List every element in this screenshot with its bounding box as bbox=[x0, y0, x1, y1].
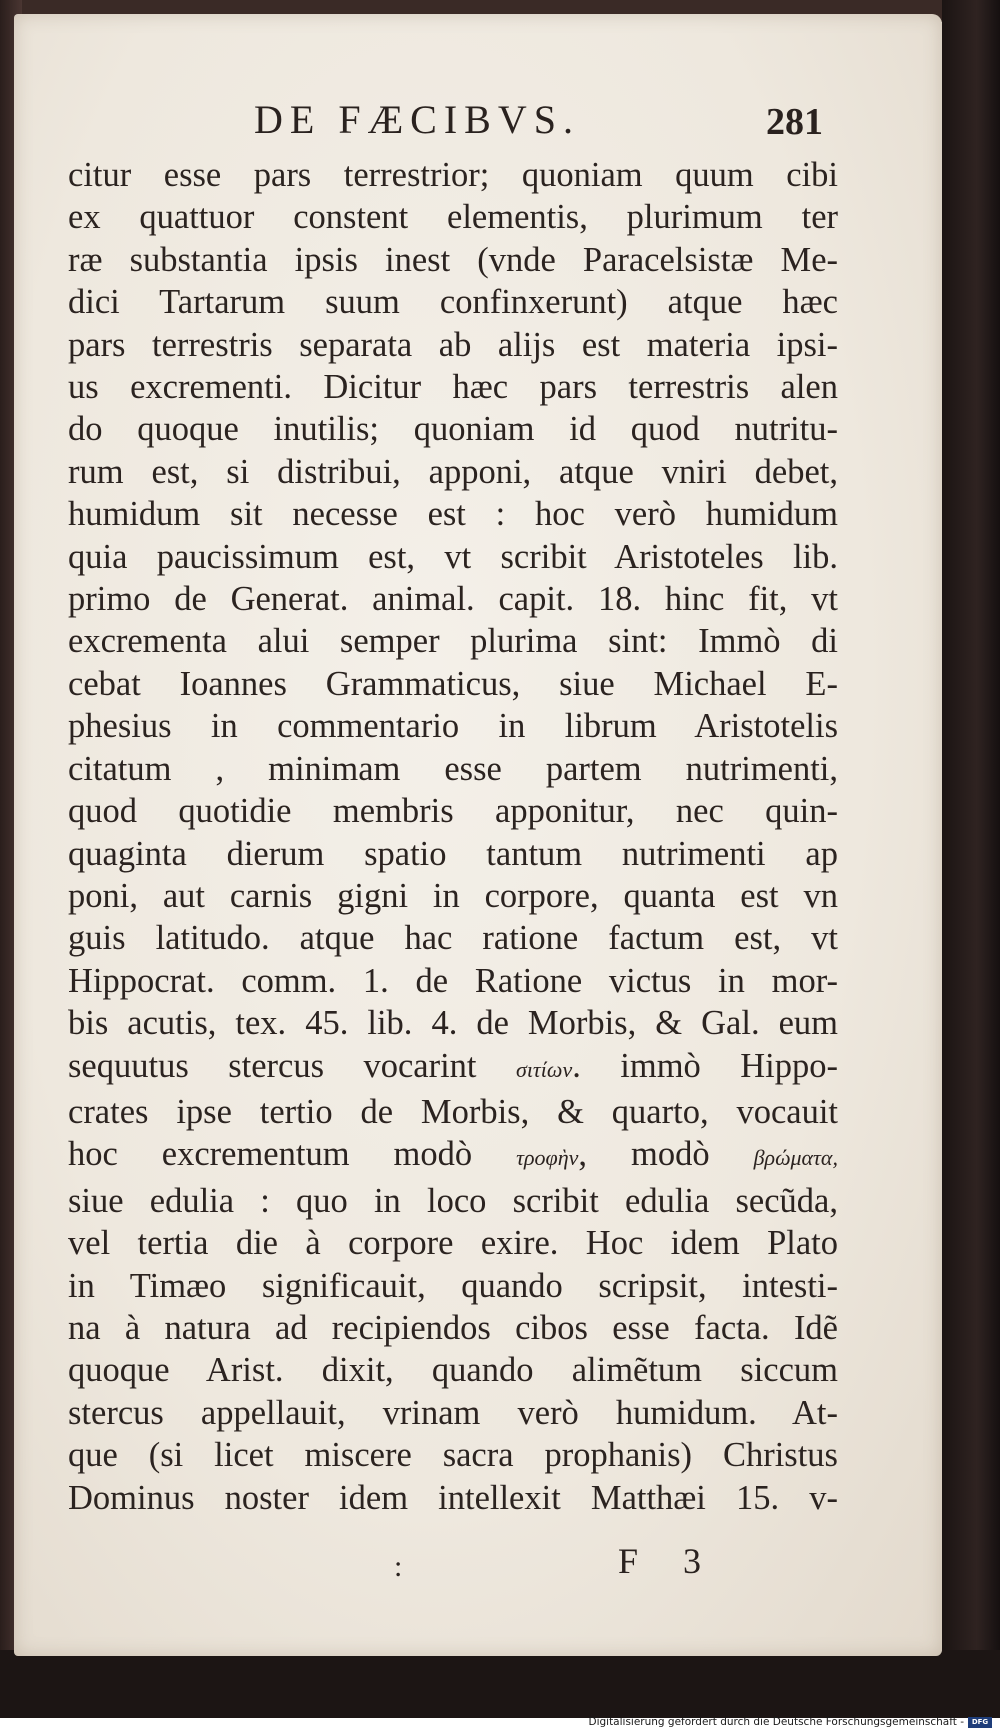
text-line: dici Tartarum suum confinxerunt) atque hæc bbox=[68, 283, 838, 322]
text-segment: hoc excrementum modò bbox=[68, 1135, 517, 1174]
text-line: citatum , minimam esse partem nutrimenti, bbox=[68, 749, 838, 788]
scan-edge-bottom bbox=[0, 1650, 1000, 1718]
text-line-with-greek bbox=[68, 1045, 838, 1091]
text-line: excrementa alui semper plurima sint: Immò di bbox=[68, 622, 838, 661]
body-text bbox=[68, 154, 838, 1519]
page-number: 281 bbox=[766, 101, 823, 143]
text-segment: sequutus stercus vocarint bbox=[68, 1046, 516, 1085]
book-page bbox=[14, 14, 942, 1656]
greek-word: βρώματα, bbox=[753, 1145, 838, 1171]
text-line: guis latitudo. atque hac ratione factum est, vt bbox=[68, 919, 838, 958]
text-line: quoque Arist. dixit, quando alimẽtum siccum bbox=[68, 1351, 838, 1390]
text-line: Hippocrat. comm. 1. de Ratione victus in mor- bbox=[68, 961, 838, 1000]
digitization-credit: Digitalisierung gefördert durch die Deutsche Forschungsgemeinschaft - bbox=[588, 1716, 964, 1728]
text-line: us excrementi. Dicitur hæc pars terrestris alen bbox=[68, 368, 838, 407]
text-line: bis acutis, tex. 45. lib. 4. de Morbis, & Gal. eum bbox=[68, 1004, 838, 1043]
text-line: poni, aut carnis gigni in corpore, quanta est vn bbox=[68, 876, 838, 915]
text-line: pars terrestris separata ab alijs est materia ipsi- bbox=[68, 325, 838, 364]
text-line: ex quattuor constent elementis, plurimum ter bbox=[68, 198, 838, 237]
text-line: cebat Ioannes Grammaticus, siue Michael E- bbox=[68, 664, 838, 703]
running-head: DE FÆCIBVS. bbox=[254, 97, 580, 142]
text-line: na à natura ad recipiendos cibos esse facta. Idẽ bbox=[68, 1308, 838, 1347]
text-segment: , modò bbox=[578, 1135, 754, 1174]
text-segment: . immò Hippo- bbox=[572, 1046, 839, 1085]
text-line: crates ipse tertio de Morbis, & quarto, vocauit bbox=[68, 1092, 838, 1131]
greek-word: σιτίων bbox=[515, 1056, 573, 1082]
text-line-with-greek bbox=[68, 1133, 838, 1179]
greek-word: τροφὴν bbox=[516, 1145, 579, 1171]
text-line: primo de Generat. animal. capit. 18. hinc fit, vt bbox=[68, 580, 838, 619]
scan-edge-right bbox=[942, 0, 1000, 1718]
text-line: humidum sit necesse est : hoc verò humidum bbox=[68, 495, 838, 534]
text-line: phesius in commentario in librum Aristotelis bbox=[68, 707, 838, 746]
text-line: vel tertia die à corpore exire. Hoc idem Plato bbox=[68, 1224, 838, 1263]
catchmark: : bbox=[394, 1550, 403, 1583]
signature-mark: F 3 bbox=[618, 1541, 720, 1581]
text-line: quod quotidie membris apponitur, nec quin- bbox=[68, 792, 838, 831]
text-line: stercus appellauit, vrinam verò humidum. At- bbox=[68, 1393, 838, 1432]
text-line: in Timæo significauit, quando scripsit, intesti- bbox=[68, 1266, 838, 1305]
text-line: quia paucissimum est, vt scribit Aristoteles lib. bbox=[68, 537, 838, 576]
text-line: citur esse pars terrestrior; quoniam quum cibi bbox=[68, 156, 838, 194]
text-line: quaginta dierum spatio tantum nutrimenti ap bbox=[68, 834, 838, 873]
text-line: siue edulia : quo in loco scribit edulia secũda, bbox=[68, 1181, 838, 1220]
dfg-logo: DFG bbox=[968, 1717, 992, 1728]
text-line: que (si licet miscere sacra prophanis) Christus bbox=[68, 1436, 838, 1475]
text-line: rum est, si distribui, apponi, atque vniri debet, bbox=[68, 452, 838, 491]
text-line: ræ substantia ipsis inest (vnde Paracelsistæ Me- bbox=[68, 240, 838, 279]
text-line: Dominus noster idem intellexit Matthæi 15. v- bbox=[68, 1478, 838, 1517]
text-line: do quoque inutilis; quoniam id quod nutritu- bbox=[68, 410, 838, 449]
